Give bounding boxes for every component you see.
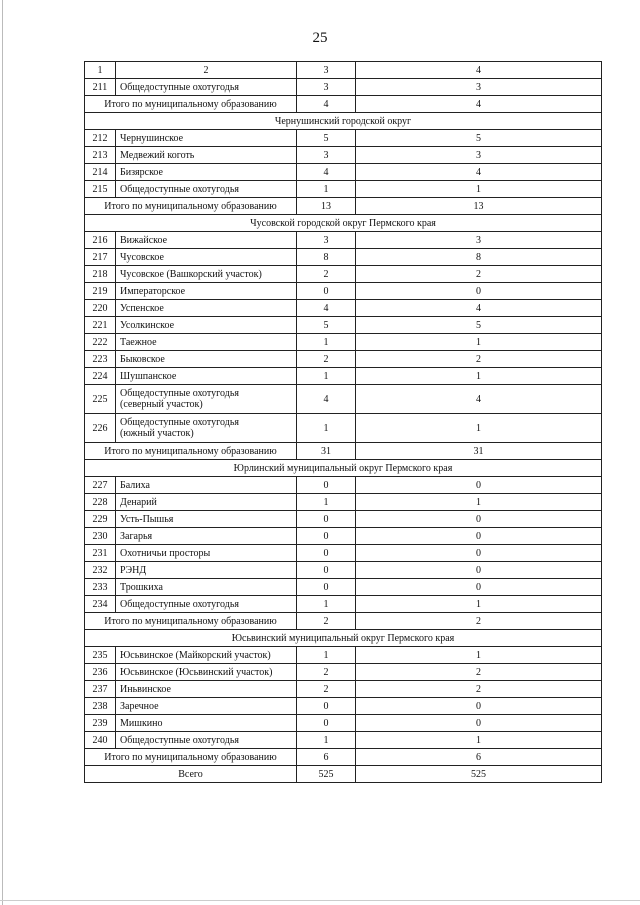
value-col-3: 4 xyxy=(297,385,356,414)
ground-name: Заречное xyxy=(116,698,297,715)
ground-name: РЭНД xyxy=(116,562,297,579)
table-row xyxy=(85,545,602,562)
subtotal-row xyxy=(85,443,602,460)
table-row xyxy=(85,664,602,681)
value-col-3: 0 xyxy=(297,715,356,732)
header-col-4: 4 xyxy=(356,62,602,79)
value-col-3: 0 xyxy=(297,545,356,562)
table-row xyxy=(85,511,602,528)
value-col-4: 0 xyxy=(356,528,602,545)
ground-name: Общедоступные охотугодья xyxy=(116,79,297,96)
value-col-4: 8 xyxy=(356,249,602,266)
value-col-3: 3 xyxy=(297,79,356,96)
value-col-4: 5 xyxy=(356,130,602,147)
value-col-3: 0 xyxy=(297,528,356,545)
ground-name: Денарий xyxy=(116,494,297,511)
section-title: Чусовской городской округ Пермского края xyxy=(85,215,602,232)
table-row xyxy=(85,647,602,664)
value-col-3: 3 xyxy=(297,232,356,249)
ground-name: Императорское xyxy=(116,283,297,300)
subtotal-row xyxy=(85,749,602,766)
subtotal-row xyxy=(85,198,602,215)
ground-name: Таежное xyxy=(116,334,297,351)
value-col-4: 4 xyxy=(356,300,602,317)
value-col-4: 3 xyxy=(356,79,602,96)
value-col-3: 1 xyxy=(297,368,356,385)
table-row xyxy=(85,368,602,385)
subtotal-col-4: 6 xyxy=(356,749,602,766)
total-label: Всего xyxy=(85,766,297,783)
row-number: 218 xyxy=(85,266,116,283)
value-col-4: 1 xyxy=(356,181,602,198)
ground-name: Чусовское (Вашкорский участок) xyxy=(116,266,297,283)
row-number: 234 xyxy=(85,596,116,613)
value-col-4: 1 xyxy=(356,647,602,664)
subtotal-col-4: 13 xyxy=(356,198,602,215)
section-title: Чернушинский городской округ xyxy=(85,113,602,130)
row-number: 240 xyxy=(85,732,116,749)
ground-name: Вижайское xyxy=(116,232,297,249)
subtotal-label: Итого по муниципальному образованию xyxy=(85,749,297,766)
ground-name: Общедоступные охотугодья xyxy=(116,181,297,198)
subtotal-col-3: 31 xyxy=(297,443,356,460)
table-row xyxy=(85,317,602,334)
value-col-4: 2 xyxy=(356,266,602,283)
table-row xyxy=(85,249,602,266)
value-col-3: 5 xyxy=(297,317,356,334)
value-col-3: 1 xyxy=(297,596,356,613)
value-col-3: 0 xyxy=(297,511,356,528)
value-col-4: 1 xyxy=(356,334,602,351)
section-title: Юсьвинский муниципальный округ Пермского края xyxy=(85,630,602,647)
value-col-4: 2 xyxy=(356,664,602,681)
row-number: 216 xyxy=(85,232,116,249)
ground-name: Юсьвинское (Юсьвинский участок) xyxy=(116,664,297,681)
ground-name: Трошкиха xyxy=(116,579,297,596)
table-row xyxy=(85,596,602,613)
table-row xyxy=(85,579,602,596)
ground-name: Юсьвинское (Майкорский участок) xyxy=(116,647,297,664)
row-number: 224 xyxy=(85,368,116,385)
value-col-3: 0 xyxy=(297,579,356,596)
value-col-4: 0 xyxy=(356,545,602,562)
section-header-row xyxy=(85,630,602,647)
value-col-4: 0 xyxy=(356,477,602,494)
section-header-row xyxy=(85,215,602,232)
table-row xyxy=(85,181,602,198)
page-left-edge xyxy=(2,0,3,905)
value-col-4: 4 xyxy=(356,385,602,414)
table-row xyxy=(85,147,602,164)
subtotal-row xyxy=(85,96,602,113)
row-number: 225 xyxy=(85,385,116,414)
row-number: 239 xyxy=(85,715,116,732)
ground-name: Общедоступные охотугодья (южный участок) xyxy=(116,414,297,443)
value-col-3: 0 xyxy=(297,477,356,494)
table-row xyxy=(85,528,602,545)
row-number: 223 xyxy=(85,351,116,368)
value-col-3: 1 xyxy=(297,494,356,511)
row-number: 227 xyxy=(85,477,116,494)
value-col-3: 1 xyxy=(297,732,356,749)
value-col-4: 0 xyxy=(356,511,602,528)
table-row xyxy=(85,351,602,368)
row-number: 233 xyxy=(85,579,116,596)
row-number: 221 xyxy=(85,317,116,334)
value-col-3: 5 xyxy=(297,130,356,147)
value-col-3: 1 xyxy=(297,181,356,198)
section-header-row xyxy=(85,460,602,477)
value-col-4: 2 xyxy=(356,351,602,368)
table-row xyxy=(85,232,602,249)
total-col-3: 525 xyxy=(297,766,356,783)
table-row xyxy=(85,164,602,181)
subtotal-col-4: 2 xyxy=(356,613,602,630)
section-header-row xyxy=(85,113,602,130)
subtotal-col-3: 13 xyxy=(297,198,356,215)
ground-name: Успенское xyxy=(116,300,297,317)
table-row xyxy=(85,715,602,732)
table-row xyxy=(85,562,602,579)
value-col-4: 1 xyxy=(356,732,602,749)
value-col-4: 0 xyxy=(356,698,602,715)
ground-name: Быковское xyxy=(116,351,297,368)
row-number: 212 xyxy=(85,130,116,147)
value-col-3: 0 xyxy=(297,283,356,300)
row-number: 230 xyxy=(85,528,116,545)
ground-name: Усть-Пышья xyxy=(116,511,297,528)
table-row xyxy=(85,477,602,494)
value-col-3: 8 xyxy=(297,249,356,266)
value-col-4: 0 xyxy=(356,579,602,596)
page-number: 25 xyxy=(312,30,328,46)
row-number: 229 xyxy=(85,511,116,528)
table-row xyxy=(85,334,602,351)
row-number: 238 xyxy=(85,698,116,715)
value-col-3: 1 xyxy=(297,334,356,351)
ground-name: Охотничьи просторы xyxy=(116,545,297,562)
subtotal-label: Итого по муниципальному образованию xyxy=(85,443,297,460)
value-col-3: 2 xyxy=(297,681,356,698)
ground-name: Общедоступные охотугодья (северный участок) xyxy=(116,385,297,414)
value-col-4: 3 xyxy=(356,147,602,164)
header-col-2: 2 xyxy=(116,62,297,79)
value-col-3: 1 xyxy=(297,414,356,443)
value-col-3: 4 xyxy=(297,164,356,181)
subtotal-col-3: 2 xyxy=(297,613,356,630)
subtotal-row xyxy=(85,613,602,630)
row-number: 232 xyxy=(85,562,116,579)
table-row xyxy=(85,732,602,749)
ground-name: Чернушинское xyxy=(116,130,297,147)
ground-name: Иньвинское xyxy=(116,681,297,698)
value-col-4: 0 xyxy=(356,715,602,732)
ground-name: Чусовское xyxy=(116,249,297,266)
value-col-3: 2 xyxy=(297,351,356,368)
hunting-grounds-table xyxy=(84,61,602,783)
subtotal-label: Итого по муниципальному образованию xyxy=(85,613,297,630)
value-col-3: 2 xyxy=(297,266,356,283)
page-bottom-edge xyxy=(0,900,640,901)
row-number: 237 xyxy=(85,681,116,698)
value-col-3: 3 xyxy=(297,147,356,164)
subtotal-label: Итого по муниципальному образованию xyxy=(85,198,297,215)
subtotal-label: Итого по муниципальному образованию xyxy=(85,96,297,113)
ground-name: Общедоступные охотугодья xyxy=(116,732,297,749)
value-col-4: 1 xyxy=(356,414,602,443)
ground-name: Бизярское xyxy=(116,164,297,181)
value-col-3: 1 xyxy=(297,647,356,664)
subtotal-col-4: 4 xyxy=(356,96,602,113)
table-row xyxy=(85,266,602,283)
value-col-4: 1 xyxy=(356,368,602,385)
table-header-row xyxy=(85,62,602,79)
row-number: 217 xyxy=(85,249,116,266)
value-col-3: 4 xyxy=(297,300,356,317)
value-col-4: 1 xyxy=(356,596,602,613)
subtotal-col-3: 6 xyxy=(297,749,356,766)
row-number: 214 xyxy=(85,164,116,181)
ground-name: Шушпанское xyxy=(116,368,297,385)
ground-name: Балиха xyxy=(116,477,297,494)
section-title: Юрлинский муниципальный округ Пермского края xyxy=(85,460,602,477)
value-col-4: 3 xyxy=(356,232,602,249)
table-row xyxy=(85,79,602,96)
ground-name: Медвежий коготь xyxy=(116,147,297,164)
row-number: 228 xyxy=(85,494,116,511)
ground-name: Мишкино xyxy=(116,715,297,732)
subtotal-col-3: 4 xyxy=(297,96,356,113)
row-number: 220 xyxy=(85,300,116,317)
table-row xyxy=(85,698,602,715)
total-row xyxy=(85,766,602,783)
table-row xyxy=(85,681,602,698)
value-col-4: 0 xyxy=(356,283,602,300)
table-row xyxy=(85,300,602,317)
row-number: 215 xyxy=(85,181,116,198)
value-col-3: 2 xyxy=(297,664,356,681)
table-row xyxy=(85,283,602,300)
row-number: 226 xyxy=(85,414,116,443)
table-row xyxy=(85,130,602,147)
row-number: 211 xyxy=(85,79,116,96)
row-number: 236 xyxy=(85,664,116,681)
ground-name: Общедоступные охотугодья xyxy=(116,596,297,613)
total-col-4: 525 xyxy=(356,766,602,783)
row-number: 222 xyxy=(85,334,116,351)
value-col-4: 0 xyxy=(356,562,602,579)
value-col-3: 0 xyxy=(297,562,356,579)
value-col-4: 4 xyxy=(356,164,602,181)
table-row xyxy=(85,385,602,414)
subtotal-col-4: 31 xyxy=(356,443,602,460)
header-col-1: 1 xyxy=(85,62,116,79)
value-col-4: 2 xyxy=(356,681,602,698)
row-number: 235 xyxy=(85,647,116,664)
row-number: 213 xyxy=(85,147,116,164)
header-col-3: 3 xyxy=(297,62,356,79)
table-row xyxy=(85,414,602,443)
table-row xyxy=(85,494,602,511)
ground-name: Усолкинское xyxy=(116,317,297,334)
row-number: 219 xyxy=(85,283,116,300)
row-number: 231 xyxy=(85,545,116,562)
ground-name: Загарья xyxy=(116,528,297,545)
value-col-3: 0 xyxy=(297,698,356,715)
value-col-4: 1 xyxy=(356,494,602,511)
value-col-4: 5 xyxy=(356,317,602,334)
